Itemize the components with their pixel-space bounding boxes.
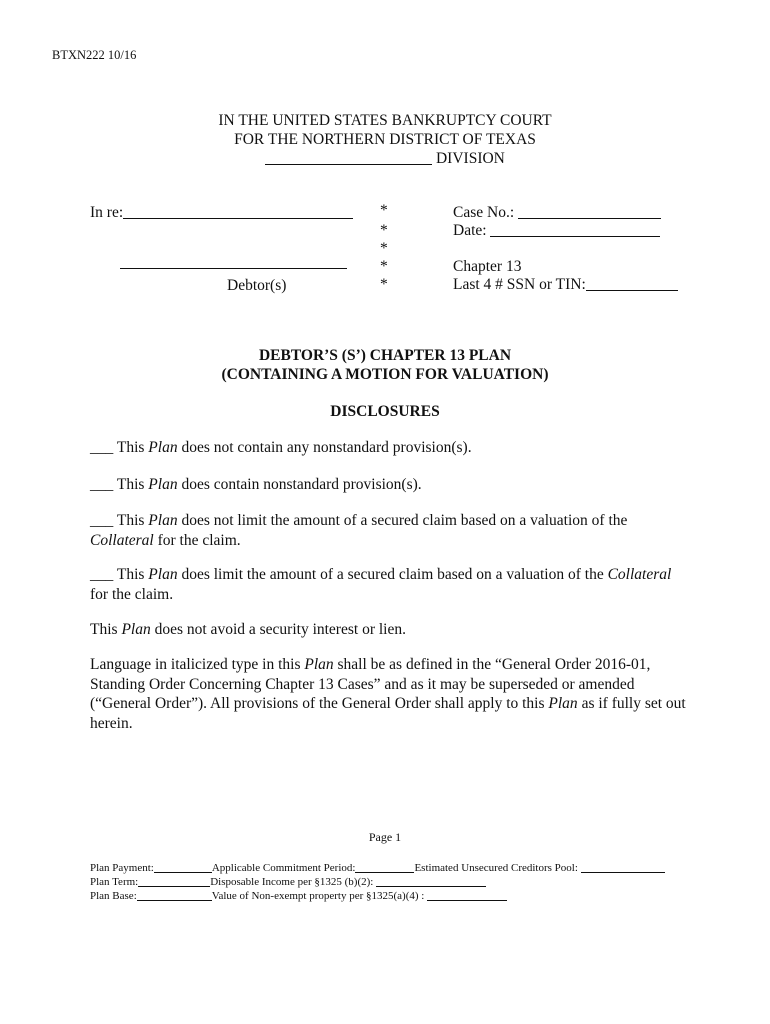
option-text: does limit the amount of a secured claim based on a valuation of the [177,566,608,583]
caption-separator: * [380,202,388,219]
page-number: Page 1 [368,830,402,844]
option-italic: Plan [148,476,178,493]
plan-subtitle: (CONTAINING A MOTION FOR VALUATION) [221,366,549,383]
nonexempt-label: Value of Non-exempt property per §1325(a)(4) : [211,890,425,902]
court-district: FOR THE NORTHERN DISTRICT OF TEXAS [234,131,536,148]
debtors-label: Debtor(s) [227,277,287,294]
division-label: DIVISION [435,150,505,167]
option-text: This [116,512,149,529]
option-italic: Collateral [607,566,672,583]
option-italic: Plan [148,566,178,583]
language-paragraph [90,655,690,733]
debtor-name-line [120,254,347,272]
chapter-label: Chapter 13 [453,258,522,275]
plan-payment-label: Plan Payment: [90,862,154,874]
option-no-limit-claim [90,511,690,550]
case-no-label: Case No.: [453,204,515,221]
option-checkbox-blank[interactable]: ___ [90,512,114,529]
acp-label: Applicable Commitment Period: [211,862,356,874]
court-division-line [0,150,770,168]
footer-row-3 [90,890,507,902]
plan-base-blank[interactable] [137,899,212,901]
option-checkbox-blank[interactable]: ___ [90,566,114,583]
option-limit-claim [90,565,690,604]
lien-text: does not avoid a security interest or lien. [150,621,406,638]
plan-base-label: Plan Base: [90,890,137,902]
date-label: Date: [453,222,487,239]
debtor-name-blank[interactable] [120,267,347,269]
language-text: shall be as defined in the “General Order 2016-01, Standing Order Concerning Chapter 13 Cases” and as it may be superseded or amended (“General Order”). All provisions of the General Order shall apply to this [90,656,651,712]
in-re-blank[interactable] [123,217,353,219]
option-nonstandard [90,475,690,495]
ssn-blank[interactable] [586,289,678,291]
footer-row-2 [90,876,486,888]
lien-text: This [90,621,122,638]
option-text: This [116,566,149,583]
disclosures-heading: DISCLOSURES [330,403,440,420]
option-italic: Plan [148,512,178,529]
language-text: as if fully set out herein. [90,695,686,732]
option-italic: Plan [148,439,178,456]
lien-italic: Plan [121,621,151,638]
disposable-label: Disposable Income per §1325 (b)(2): [210,876,374,888]
option-text: This [116,476,149,493]
option-text: does contain nonstandard provision(s). [177,476,422,493]
footer-row-1 [90,862,665,874]
ssn-label: Last 4 # SSN or TIN: [453,276,586,293]
option-text: This [116,439,149,456]
option-no-nonstandard [90,438,690,458]
nonexempt-blank[interactable] [427,899,507,901]
acp-blank[interactable] [355,871,414,873]
language-italic: Plan [304,656,334,673]
option-text: for the claim. [90,585,174,603]
option-text: for the claim. [153,531,241,549]
caption-separator: * [380,258,388,275]
language-italic: Plan [548,695,578,712]
option-italic: Collateral [90,531,154,549]
caption-separator: * [380,276,388,293]
date-line [453,222,660,240]
option-text: does not limit the amount of a secured claim based on a valuation of the [177,512,628,529]
in-re-label: In re: [90,204,124,221]
caption-separator: * [380,222,388,239]
case-no-blank[interactable] [518,217,661,219]
court-name: IN THE UNITED STATES BANKRUPTCY COURT [218,112,552,129]
option-checkbox-blank[interactable]: ___ [90,476,114,493]
caption-separator: * [380,240,388,257]
plan-term-blank[interactable] [138,885,210,887]
form-code: BTXN222 10/16 [52,48,137,62]
case-no-line [453,204,661,222]
in-re-line [90,204,353,222]
eucp-blank[interactable] [581,871,665,873]
option-checkbox-blank[interactable]: ___ [90,439,114,456]
language-text: Language in italicized type in this [90,656,305,673]
division-blank[interactable] [265,163,432,165]
lien-statement [90,620,690,640]
date-blank[interactable] [490,235,660,237]
plan-title: DEBTOR’S (S’) CHAPTER 13 PLAN [258,347,512,364]
option-text: does not contain any nonstandard provision(s). [177,439,472,456]
eucp-label: Estimated Unsecured Creditors Pool: [414,862,578,874]
plan-payment-blank[interactable] [154,871,212,873]
plan-term-label: Plan Term: [90,876,139,888]
ssn-line [453,276,678,294]
disposable-blank[interactable] [376,885,486,887]
